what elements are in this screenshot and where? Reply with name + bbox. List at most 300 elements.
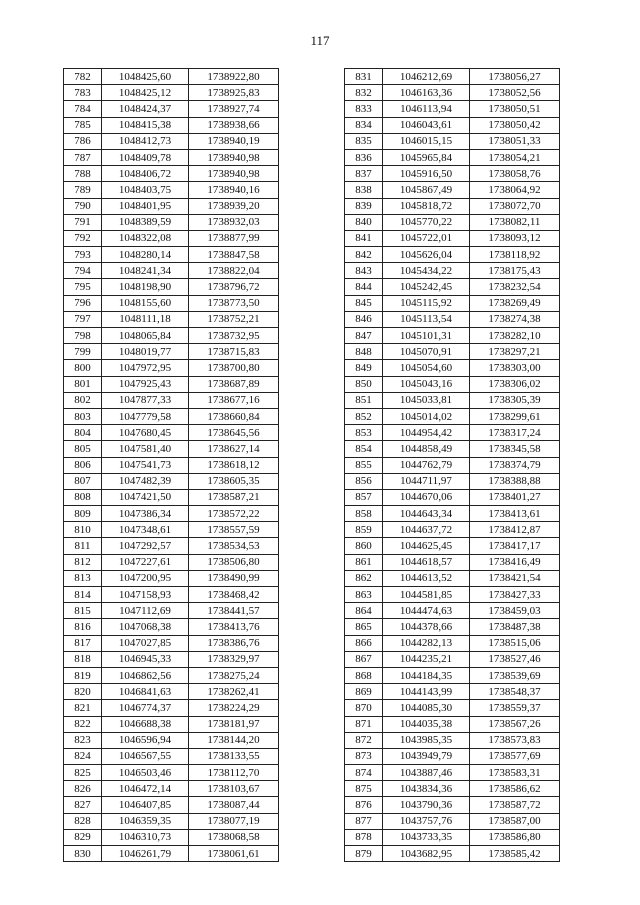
point-number-cell: 839 — [345, 198, 383, 214]
x-coordinate-cell: 1046841,63 — [102, 684, 189, 700]
point-number-cell: 873 — [345, 748, 383, 764]
y-coordinate-cell: 1738548,37 — [470, 684, 560, 700]
table-row — [64, 716, 279, 732]
point-number-cell: 833 — [345, 101, 383, 117]
table-row — [345, 829, 560, 845]
y-coordinate-cell: 1738317,24 — [470, 425, 560, 441]
point-number-cell: 801 — [64, 376, 102, 392]
x-coordinate-cell: 1048409,78 — [102, 149, 189, 165]
y-coordinate-cell: 1738577,69 — [470, 748, 560, 764]
table-row — [345, 230, 560, 246]
table-row — [64, 247, 279, 263]
y-coordinate-cell: 1738660,84 — [189, 408, 279, 424]
y-coordinate-cell: 1738303,00 — [470, 360, 560, 376]
x-coordinate-cell: 1044085,30 — [383, 700, 470, 716]
table-row — [345, 133, 560, 149]
table-row — [345, 247, 560, 263]
table-row — [64, 166, 279, 182]
table-row — [64, 538, 279, 554]
y-coordinate-cell: 1738306,02 — [470, 376, 560, 392]
table-row — [345, 635, 560, 651]
point-number-cell: 792 — [64, 230, 102, 246]
point-number-cell: 805 — [64, 441, 102, 457]
table-row — [345, 279, 560, 295]
x-coordinate-cell: 1047292,57 — [102, 538, 189, 554]
point-number-cell: 822 — [64, 716, 102, 732]
point-number-cell: 821 — [64, 700, 102, 716]
x-coordinate-cell: 1044035,38 — [383, 716, 470, 732]
point-number-cell: 816 — [64, 619, 102, 635]
table-row — [345, 85, 560, 101]
x-coordinate-cell: 1044282,13 — [383, 635, 470, 651]
table-row — [64, 651, 279, 667]
table-row — [345, 732, 560, 748]
table-row — [345, 425, 560, 441]
x-coordinate-cell: 1044625,45 — [383, 538, 470, 554]
table-row — [345, 376, 560, 392]
y-coordinate-cell: 1738932,03 — [189, 214, 279, 230]
y-coordinate-cell: 1738922,80 — [189, 69, 279, 85]
x-coordinate-cell: 1048322,08 — [102, 230, 189, 246]
point-number-cell: 865 — [345, 619, 383, 635]
y-coordinate-cell: 1738052,56 — [470, 85, 560, 101]
x-coordinate-cell: 1046407,85 — [102, 797, 189, 813]
y-coordinate-cell: 1738557,59 — [189, 522, 279, 538]
y-coordinate-cell: 1738645,56 — [189, 425, 279, 441]
x-coordinate-cell: 1047348,61 — [102, 522, 189, 538]
x-coordinate-cell: 1047877,33 — [102, 392, 189, 408]
x-coordinate-cell: 1043790,36 — [383, 797, 470, 813]
x-coordinate-cell: 1045434,22 — [383, 263, 470, 279]
table-row — [345, 538, 560, 554]
table-row — [64, 425, 279, 441]
x-coordinate-cell: 1044670,06 — [383, 489, 470, 505]
table-row — [345, 506, 560, 522]
point-number-cell: 861 — [345, 554, 383, 570]
x-coordinate-cell: 1048401,95 — [102, 198, 189, 214]
point-number-cell: 818 — [64, 651, 102, 667]
x-coordinate-cell: 1047386,34 — [102, 506, 189, 522]
y-coordinate-cell: 1738927,74 — [189, 101, 279, 117]
point-number-cell: 855 — [345, 457, 383, 473]
x-coordinate-cell: 1048425,12 — [102, 85, 189, 101]
point-number-cell: 851 — [345, 392, 383, 408]
x-coordinate-cell: 1045818,72 — [383, 198, 470, 214]
point-number-cell: 876 — [345, 797, 383, 813]
table-row — [345, 489, 560, 505]
y-coordinate-cell: 1738700,80 — [189, 360, 279, 376]
table-row — [345, 651, 560, 667]
y-coordinate-cell: 1738388,88 — [470, 473, 560, 489]
x-coordinate-cell: 1043733,35 — [383, 829, 470, 845]
y-coordinate-cell: 1738401,27 — [470, 489, 560, 505]
x-coordinate-cell: 1043834,36 — [383, 781, 470, 797]
x-coordinate-cell: 1048403,75 — [102, 182, 189, 198]
table-row — [64, 700, 279, 716]
y-coordinate-cell: 1738573,83 — [470, 732, 560, 748]
y-coordinate-cell: 1738416,49 — [470, 554, 560, 570]
table-row — [345, 166, 560, 182]
y-coordinate-cell: 1738487,38 — [470, 619, 560, 635]
x-coordinate-cell: 1043985,35 — [383, 732, 470, 748]
point-number-cell: 874 — [345, 765, 383, 781]
x-coordinate-cell: 1046774,37 — [102, 700, 189, 716]
y-coordinate-cell: 1738413,61 — [470, 506, 560, 522]
table-row — [345, 457, 560, 473]
point-number-cell: 829 — [64, 829, 102, 845]
table-row — [345, 117, 560, 133]
x-coordinate-cell: 1047581,40 — [102, 441, 189, 457]
x-coordinate-cell: 1043757,76 — [383, 813, 470, 829]
table-row — [64, 781, 279, 797]
table-row — [64, 441, 279, 457]
y-coordinate-cell: 1738050,42 — [470, 117, 560, 133]
point-number-cell: 870 — [345, 700, 383, 716]
point-number-cell: 875 — [345, 781, 383, 797]
y-coordinate-cell: 1738732,95 — [189, 328, 279, 344]
point-number-cell: 844 — [345, 279, 383, 295]
y-coordinate-cell: 1738687,89 — [189, 376, 279, 392]
x-coordinate-cell: 1048425,60 — [102, 69, 189, 85]
y-coordinate-cell: 1738459,03 — [470, 603, 560, 619]
point-number-cell: 795 — [64, 279, 102, 295]
x-coordinate-cell: 1048111,18 — [102, 311, 189, 327]
table-row — [64, 797, 279, 813]
y-coordinate-cell: 1738413,76 — [189, 619, 279, 635]
x-coordinate-cell: 1044613,52 — [383, 570, 470, 586]
table-row — [64, 263, 279, 279]
y-coordinate-cell: 1738305,39 — [470, 392, 560, 408]
y-coordinate-cell: 1738715,83 — [189, 344, 279, 360]
table-row — [345, 392, 560, 408]
point-number-cell: 788 — [64, 166, 102, 182]
y-coordinate-cell: 1738586,80 — [470, 829, 560, 845]
table-row — [64, 635, 279, 651]
x-coordinate-cell: 1044762,79 — [383, 457, 470, 473]
y-coordinate-cell: 1738773,50 — [189, 295, 279, 311]
point-number-cell: 800 — [64, 360, 102, 376]
point-number-cell: 823 — [64, 732, 102, 748]
point-number-cell: 783 — [64, 85, 102, 101]
y-coordinate-cell: 1738269,49 — [470, 295, 560, 311]
y-coordinate-cell: 1738441,57 — [189, 603, 279, 619]
table-row — [64, 846, 279, 862]
table-row — [64, 619, 279, 635]
point-number-cell: 817 — [64, 635, 102, 651]
x-coordinate-cell: 1046310,73 — [102, 829, 189, 845]
x-coordinate-cell: 1047779,58 — [102, 408, 189, 424]
point-number-cell: 824 — [64, 748, 102, 764]
y-coordinate-cell: 1738112,70 — [189, 765, 279, 781]
x-coordinate-cell: 1048412,73 — [102, 133, 189, 149]
x-coordinate-cell: 1044235,21 — [383, 651, 470, 667]
point-number-cell: 837 — [345, 166, 383, 182]
point-number-cell: 834 — [345, 117, 383, 133]
y-coordinate-cell: 1738587,00 — [470, 813, 560, 829]
table-row — [64, 230, 279, 246]
y-coordinate-cell: 1738144,20 — [189, 732, 279, 748]
point-number-cell: 810 — [64, 522, 102, 538]
point-number-cell: 847 — [345, 328, 383, 344]
x-coordinate-cell: 1045115,92 — [383, 295, 470, 311]
table-row — [345, 182, 560, 198]
y-coordinate-cell: 1738618,12 — [189, 457, 279, 473]
point-number-cell: 877 — [345, 813, 383, 829]
x-coordinate-cell: 1045965,84 — [383, 149, 470, 165]
x-coordinate-cell: 1048019,77 — [102, 344, 189, 360]
table-row — [345, 214, 560, 230]
y-coordinate-cell: 1738539,69 — [470, 667, 560, 683]
y-coordinate-cell: 1738796,72 — [189, 279, 279, 295]
x-coordinate-cell: 1046261,79 — [102, 846, 189, 862]
point-number-cell: 809 — [64, 506, 102, 522]
x-coordinate-cell: 1047421,50 — [102, 489, 189, 505]
y-coordinate-cell: 1738847,58 — [189, 247, 279, 263]
table-row — [64, 748, 279, 764]
x-coordinate-cell: 1044711,97 — [383, 473, 470, 489]
y-coordinate-cell: 1738490,99 — [189, 570, 279, 586]
y-coordinate-cell: 1738925,83 — [189, 85, 279, 101]
point-number-cell: 812 — [64, 554, 102, 570]
point-number-cell: 836 — [345, 149, 383, 165]
point-number-cell: 825 — [64, 765, 102, 781]
x-coordinate-cell: 1045014,02 — [383, 408, 470, 424]
y-coordinate-cell: 1738133,55 — [189, 748, 279, 764]
y-coordinate-cell: 1738605,35 — [189, 473, 279, 489]
table-row — [64, 392, 279, 408]
table-row — [64, 295, 279, 311]
x-coordinate-cell: 1045242,45 — [383, 279, 470, 295]
y-coordinate-cell: 1738297,21 — [470, 344, 560, 360]
point-number-cell: 811 — [64, 538, 102, 554]
point-number-cell: 786 — [64, 133, 102, 149]
point-number-cell: 787 — [64, 149, 102, 165]
point-number-cell: 878 — [345, 829, 383, 845]
x-coordinate-cell: 1047200,95 — [102, 570, 189, 586]
point-number-cell: 806 — [64, 457, 102, 473]
table-row — [64, 829, 279, 845]
y-coordinate-cell: 1738181,97 — [189, 716, 279, 732]
point-number-cell: 866 — [345, 635, 383, 651]
x-coordinate-cell: 1044643,34 — [383, 506, 470, 522]
table-row — [64, 198, 279, 214]
point-number-cell: 803 — [64, 408, 102, 424]
point-number-cell: 815 — [64, 603, 102, 619]
y-coordinate-cell: 1738175,43 — [470, 263, 560, 279]
table-row — [64, 376, 279, 392]
point-number-cell: 868 — [345, 667, 383, 683]
x-coordinate-cell: 1047158,93 — [102, 587, 189, 603]
x-coordinate-cell: 1044184,35 — [383, 667, 470, 683]
point-number-cell: 819 — [64, 667, 102, 683]
y-coordinate-cell: 1738938,66 — [189, 117, 279, 133]
y-coordinate-cell: 1738093,12 — [470, 230, 560, 246]
point-number-cell: 859 — [345, 522, 383, 538]
x-coordinate-cell: 1046472,14 — [102, 781, 189, 797]
y-coordinate-cell: 1738345,58 — [470, 441, 560, 457]
x-coordinate-cell: 1045722,01 — [383, 230, 470, 246]
point-number-cell: 842 — [345, 247, 383, 263]
point-number-cell: 831 — [345, 69, 383, 85]
table-row — [64, 667, 279, 683]
y-coordinate-cell: 1738877,99 — [189, 230, 279, 246]
point-number-cell: 802 — [64, 392, 102, 408]
x-coordinate-cell: 1048280,14 — [102, 247, 189, 263]
y-coordinate-cell: 1738677,16 — [189, 392, 279, 408]
point-number-cell: 813 — [64, 570, 102, 586]
table-row — [64, 457, 279, 473]
table-row — [64, 603, 279, 619]
table-row — [345, 554, 560, 570]
table-row — [64, 765, 279, 781]
table-row — [345, 149, 560, 165]
coordinates-table-right — [344, 68, 560, 862]
y-coordinate-cell: 1738527,46 — [470, 651, 560, 667]
point-number-cell: 853 — [345, 425, 383, 441]
x-coordinate-cell: 1046567,55 — [102, 748, 189, 764]
point-number-cell: 838 — [345, 182, 383, 198]
point-number-cell: 827 — [64, 797, 102, 813]
table-row — [64, 85, 279, 101]
table-row — [345, 748, 560, 764]
table-row — [345, 813, 560, 829]
point-number-cell: 808 — [64, 489, 102, 505]
table-row — [64, 570, 279, 586]
x-coordinate-cell: 1044378,66 — [383, 619, 470, 635]
table-row — [345, 667, 560, 683]
point-number-cell: 785 — [64, 117, 102, 133]
point-number-cell: 879 — [345, 846, 383, 862]
x-coordinate-cell: 1046015,15 — [383, 133, 470, 149]
y-coordinate-cell: 1738585,42 — [470, 846, 560, 862]
point-number-cell: 857 — [345, 489, 383, 505]
table-row — [345, 295, 560, 311]
x-coordinate-cell: 1046359,35 — [102, 813, 189, 829]
point-number-cell: 828 — [64, 813, 102, 829]
point-number-cell: 852 — [345, 408, 383, 424]
y-coordinate-cell: 1738567,26 — [470, 716, 560, 732]
y-coordinate-cell: 1738103,67 — [189, 781, 279, 797]
table-row — [64, 522, 279, 538]
x-coordinate-cell: 1044954,42 — [383, 425, 470, 441]
x-coordinate-cell: 1047925,43 — [102, 376, 189, 392]
y-coordinate-cell: 1738224,29 — [189, 700, 279, 716]
point-number-cell: 782 — [64, 69, 102, 85]
x-coordinate-cell: 1046113,94 — [383, 101, 470, 117]
y-coordinate-cell: 1738940,19 — [189, 133, 279, 149]
x-coordinate-cell: 1048406,72 — [102, 166, 189, 182]
x-coordinate-cell: 1048198,90 — [102, 279, 189, 295]
point-number-cell: 863 — [345, 587, 383, 603]
y-coordinate-cell: 1738282,10 — [470, 328, 560, 344]
y-coordinate-cell: 1738299,61 — [470, 408, 560, 424]
x-coordinate-cell: 1047027,85 — [102, 635, 189, 651]
x-coordinate-cell: 1044858,49 — [383, 441, 470, 457]
table-row — [345, 473, 560, 489]
x-coordinate-cell: 1048065,84 — [102, 328, 189, 344]
table-row — [64, 587, 279, 603]
x-coordinate-cell: 1046945,33 — [102, 651, 189, 667]
table-row — [345, 408, 560, 424]
table-row — [64, 117, 279, 133]
table-row — [345, 522, 560, 538]
table-row — [64, 101, 279, 117]
point-number-cell: 797 — [64, 311, 102, 327]
y-coordinate-cell: 1738118,92 — [470, 247, 560, 263]
x-coordinate-cell: 1044618,57 — [383, 554, 470, 570]
point-number-cell: 793 — [64, 247, 102, 263]
table-row — [64, 408, 279, 424]
x-coordinate-cell: 1045101,31 — [383, 328, 470, 344]
table-row — [345, 570, 560, 586]
point-number-cell: 835 — [345, 133, 383, 149]
point-number-cell: 845 — [345, 295, 383, 311]
y-coordinate-cell: 1738274,38 — [470, 311, 560, 327]
y-coordinate-cell: 1738412,87 — [470, 522, 560, 538]
table-row — [64, 328, 279, 344]
y-coordinate-cell: 1738329,97 — [189, 651, 279, 667]
x-coordinate-cell: 1044143,99 — [383, 684, 470, 700]
x-coordinate-cell: 1043887,46 — [383, 765, 470, 781]
y-coordinate-cell: 1738058,76 — [470, 166, 560, 182]
x-coordinate-cell: 1046212,69 — [383, 69, 470, 85]
table-row — [64, 360, 279, 376]
x-coordinate-cell: 1045043,16 — [383, 376, 470, 392]
point-number-cell: 789 — [64, 182, 102, 198]
y-coordinate-cell: 1738572,22 — [189, 506, 279, 522]
y-coordinate-cell: 1738940,16 — [189, 182, 279, 198]
table-row — [345, 198, 560, 214]
x-coordinate-cell: 1048155,60 — [102, 295, 189, 311]
table-row — [64, 813, 279, 829]
table-row — [345, 797, 560, 813]
point-number-cell: 846 — [345, 311, 383, 327]
x-coordinate-cell: 1045916,50 — [383, 166, 470, 182]
x-coordinate-cell: 1047227,61 — [102, 554, 189, 570]
y-coordinate-cell: 1738061,61 — [189, 846, 279, 862]
point-number-cell: 854 — [345, 441, 383, 457]
y-coordinate-cell: 1738087,44 — [189, 797, 279, 813]
y-coordinate-cell: 1738064,92 — [470, 182, 560, 198]
table-row — [64, 133, 279, 149]
table-row — [345, 781, 560, 797]
x-coordinate-cell: 1046163,36 — [383, 85, 470, 101]
table-row — [345, 684, 560, 700]
point-number-cell: 794 — [64, 263, 102, 279]
y-coordinate-cell: 1738822,04 — [189, 263, 279, 279]
x-coordinate-cell: 1046503,46 — [102, 765, 189, 781]
y-coordinate-cell: 1738050,51 — [470, 101, 560, 117]
x-coordinate-cell: 1048241,34 — [102, 263, 189, 279]
point-number-cell: 784 — [64, 101, 102, 117]
table-row — [345, 846, 560, 862]
y-coordinate-cell: 1738940,98 — [189, 166, 279, 182]
y-coordinate-cell: 1738417,17 — [470, 538, 560, 554]
table-row — [64, 489, 279, 505]
x-coordinate-cell: 1047680,45 — [102, 425, 189, 441]
y-coordinate-cell: 1738056,27 — [470, 69, 560, 85]
x-coordinate-cell: 1045867,49 — [383, 182, 470, 198]
point-number-cell: 867 — [345, 651, 383, 667]
table-row — [64, 554, 279, 570]
point-number-cell: 807 — [64, 473, 102, 489]
x-coordinate-cell: 1045070,91 — [383, 344, 470, 360]
y-coordinate-cell: 1738077,19 — [189, 813, 279, 829]
table-row — [345, 360, 560, 376]
y-coordinate-cell: 1738587,72 — [470, 797, 560, 813]
y-coordinate-cell: 1738054,21 — [470, 149, 560, 165]
point-number-cell: 862 — [345, 570, 383, 586]
